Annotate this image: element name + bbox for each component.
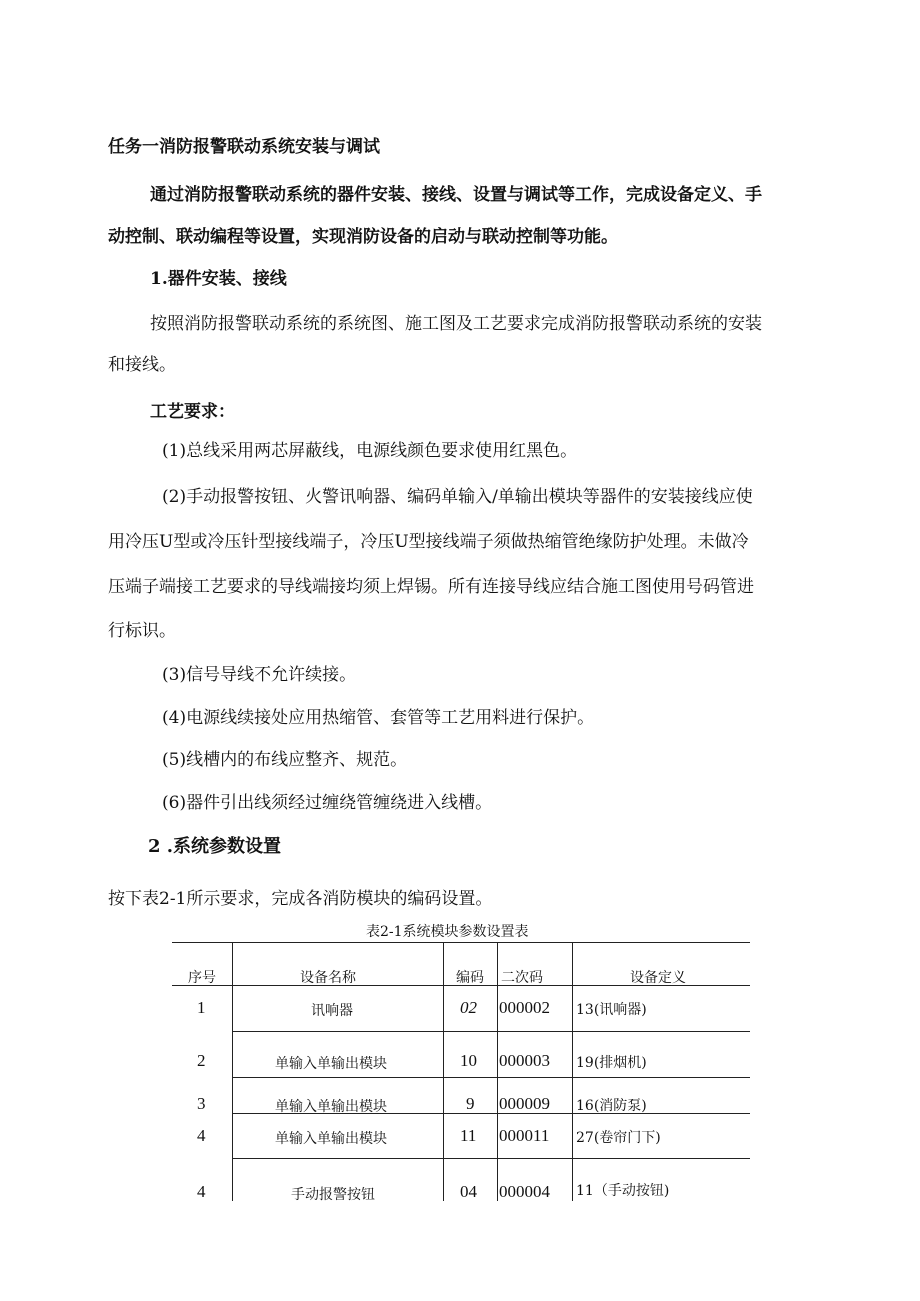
table-col-rule [232, 942, 233, 1201]
table-cell-code: 04 [460, 1182, 477, 1201]
table-cell-code: 02 [460, 998, 477, 1017]
requirement-2-line-4: 行标识。 [108, 621, 176, 641]
requirement-6: (6)器件引出线须经过缠绕管缠绕进入线槽。 [162, 793, 493, 813]
table-row-rule [232, 1031, 750, 1032]
intro-line-1: 通过消防报警联动系统的器件安装、接线、设置与调试等工作，完成设备定义、手 [150, 185, 762, 205]
table-cell-device-name: 单输入单输出模块 [275, 1131, 387, 1147]
table-col-rule [497, 942, 498, 1201]
table-col-rule [443, 942, 444, 1201]
table-cell-index: 4 [197, 1126, 206, 1145]
table-cell-secondary-code: 000004 [499, 1182, 550, 1201]
table-cell-device-definition: 13(讯响器) [576, 1002, 647, 1018]
requirement-3: (3)信号导线不允许续接。 [162, 665, 357, 685]
table-cell-secondary-code: 000009 [499, 1094, 550, 1113]
table-header-secondary-code: 二次码 [501, 970, 543, 986]
requirement-2-line-1: (2)手动报警按钮、火警讯响器、编码单输入/单输出模块等器件的安装接线应使 [162, 487, 753, 507]
table-cell-device-definition: 19(排烟机) [576, 1055, 647, 1071]
section1-paragraph-line-1: 按照消防报警联动系统的系统图、施工图及工艺要求完成消防报警联动系统的安装 [150, 314, 762, 334]
table-cell-device-name: 单输入单输出模块 [275, 1099, 387, 1115]
table-cell-code: 9 [466, 1094, 475, 1113]
table-col-rule [572, 942, 573, 1201]
table-row-rule [232, 1158, 750, 1159]
table-header-index: 序号 [188, 970, 216, 986]
table-cell-device-definition: 16(消防泵) [576, 1098, 647, 1114]
table-row-rule [232, 1077, 750, 1078]
table-header-device-definition: 设备定义 [630, 970, 686, 986]
table-cell-secondary-code: 000003 [499, 1051, 550, 1070]
requirement-5: (5)线槽内的布线应整齐、规范。 [162, 750, 408, 770]
requirement-2-line-2: 用冷压U型或冷压针型接线端子，冷压U型接线端子须做热缩管绝缘防护处理。未做冷 [108, 532, 749, 552]
table-header-code: 编码 [456, 970, 484, 986]
table-caption: 表2-1系统模块参数设置表 [366, 924, 529, 940]
requirement-1: (1)总线采用两芯屏蔽线，电源线颜色要求使用红黑色。 [162, 441, 578, 461]
table-cell-device-definition: 27(卷帘门下) [576, 1130, 661, 1146]
table-cell-device-name: 单输入单输出模块 [275, 1056, 387, 1072]
table-cell-index: 3 [197, 1094, 206, 1113]
table-cell-device-name: 讯响器 [311, 1003, 353, 1019]
requirement-2-line-3: 压端子端接工艺要求的导线端接均须上焊锡。所有连接导线应结合施工图使用号码管进 [108, 577, 754, 597]
table-cell-code: 11 [460, 1126, 477, 1145]
task-title: 任务一消防报警联动系统安装与调试 [108, 137, 380, 157]
intro-line-2: 动控制、联动编程等设置，实现消防设备的启动与联动控制等功能。 [108, 227, 618, 247]
section1-title: 1.器件安装、接线 [150, 269, 287, 289]
table-cell-secondary-code: 000002 [499, 998, 550, 1017]
table-header-device-name: 设备名称 [300, 970, 356, 986]
table-cell-code: 10 [460, 1051, 477, 1070]
table-cell-secondary-code: 000011 [499, 1126, 550, 1145]
table-cell-device-name: 手动报警按钮 [291, 1187, 375, 1203]
table-top-rule [172, 942, 750, 943]
table-cell-index: 1 [197, 998, 206, 1017]
craft-requirements-title: 工艺要求： [150, 402, 235, 422]
table-cell-index: 4 [197, 1182, 206, 1201]
section1-paragraph-line-2: 和接线。 [108, 355, 176, 375]
section2-paragraph: 按下表2-1所示要求，完成各消防模块的编码设置。 [108, 889, 493, 909]
section2-title: 2 .系统参数设置 [148, 836, 282, 857]
requirement-4: (4)电源线续接处应用热缩管、套管等工艺用料进行保护。 [162, 708, 595, 728]
table-cell-index: 2 [197, 1051, 206, 1070]
table-cell-device-definition: 11（手动按钮) [576, 1183, 670, 1199]
